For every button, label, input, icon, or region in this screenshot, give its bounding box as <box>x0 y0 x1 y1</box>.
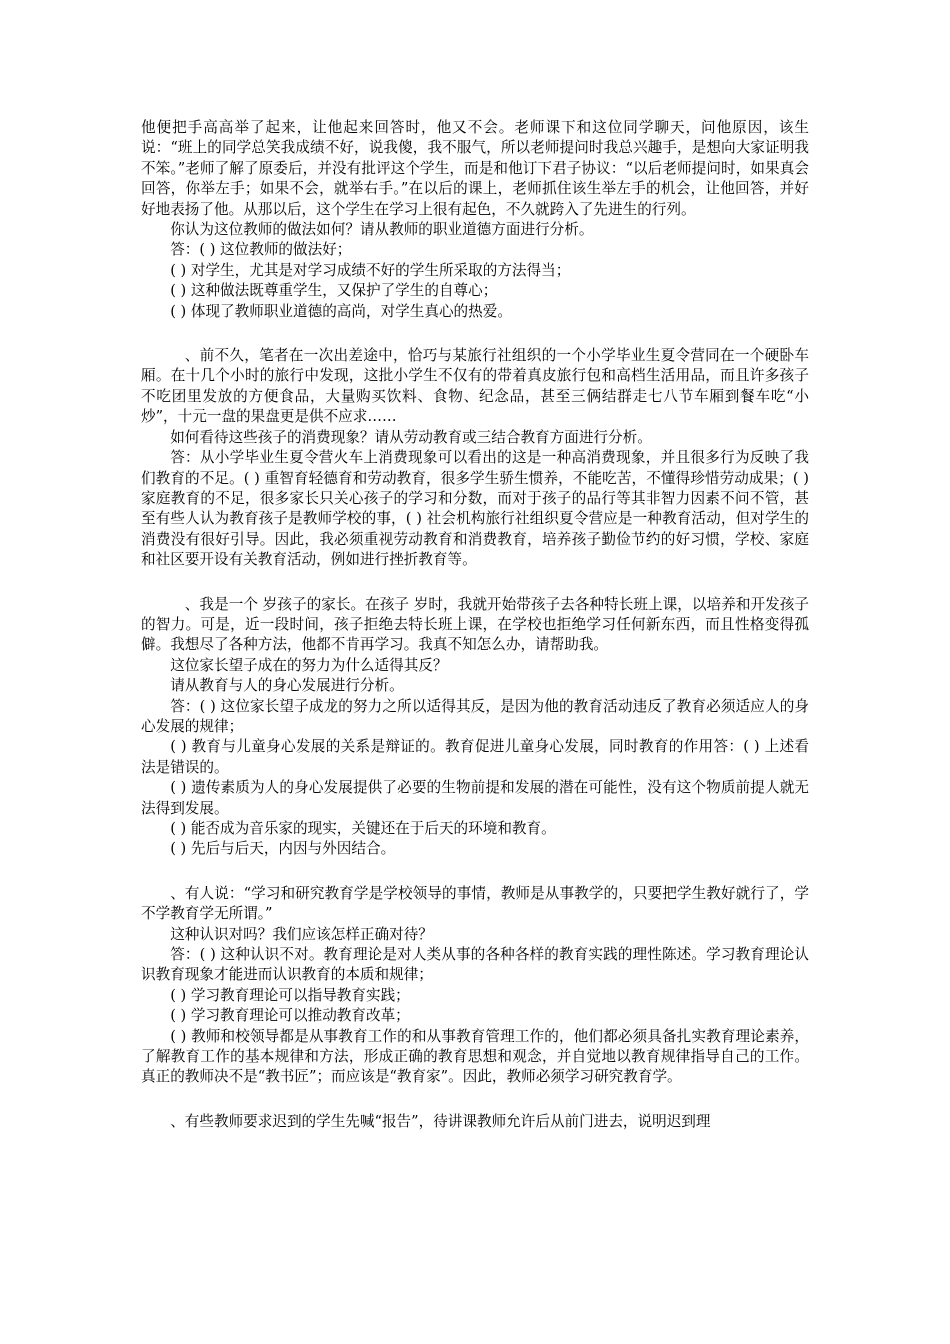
paragraph: ( ) 体现了教师职业道德的高尚，对学生真心的热爱。 <box>170 302 512 320</box>
paragraph: 答：( ) 这种认识不对。教育理论是对人类从事的各种各样的教育实践的理性陈述。学习教育理论认识教育现象才能进而认识教育的本质和规律； <box>141 946 809 984</box>
paragraph: ( ) 教育与儿童身心发展的关系是辩证的。教育促进儿童身心发展，同时教育的作用答：( ) 上述看法是错误的。 <box>141 738 809 776</box>
paragraph: 你认为这位教师的做法如何？请从教师的职业道德方面进行分析。 <box>170 221 594 239</box>
document-section <box>141 118 809 322</box>
paragraph: 、前不久，笔者在一次出差途中，恰巧与某旅行社组织的一个小学毕业生夏令营同在一个硬卧车厢。在十几个小时的旅行中发现，这批小学生不仅有的带着真皮旅行包和高档生活用品，而且许多孩子不吃团里发放的方便食品，大量购买饮料、食物、纪念品，甚至三俩结群走七八节车厢到餐车吃“小炒”，十元一盘的果盘更是供不应求…… <box>141 347 809 426</box>
paragraph: 、有些教师要求迟到的学生先喊“报告”，待讲课教师允许后从前门进去，说明迟到理 <box>170 1112 711 1130</box>
paragraph: ( ) 对学生，尤其是对学习成绩不好的学生所采取的方法得当； <box>170 261 571 279</box>
document-page <box>141 118 809 1132</box>
paragraph: 、我是一个 岁孩子的家长。在孩子 岁时，我就开始带孩子去各种特长班上课，以培养和开发孩子的智力。可是，近一段时间，孩子拒绝去特长班上课，在学校也拒绝学习任何新东西，而且性格变得孤僻。我想尽了各种方法，他都不肯再学习。我真不知怎么办，请帮助我。 <box>141 595 809 654</box>
section-gap <box>141 860 809 884</box>
paragraph: 如何看待这些孩子的消费现象？请从劳动教育或三结合教育方面进行分析。 <box>170 428 652 446</box>
paragraph: 答：( ) 这位家长望子成龙的努力之所以适得其反，是因为他的教育活动违反了教育必须适应人的身心发展的规律； <box>141 697 809 735</box>
document-section <box>141 346 809 570</box>
paragraph: 答：从小学毕业生夏令营火车上消费现象可以看出的这是一种高消费现象，并且很多行为反映了我们教育的不足。( ) 重智育轻德育和劳动教育，很多学生骄生惯养，不能吃苦，不懂得珍惜劳动成果；( ) 家庭教育的不足，很多家长只关心孩子的学习和分数，而对于孩子的品行等其非智力因素不问不管，甚至有些人认为教育孩子是教师学校的事，( ) 社会机构旅行社组织夏令营应是一种教育活动，但对学生的消费没有很好引导。因此，我必须重视劳动教育和消费教育，培养孩子勤俭节约的好习惯，学校、家庭和社区要开设有关教育活动，例如进行挫折教育等。 <box>141 449 809 569</box>
section-gap <box>141 1088 809 1112</box>
paragraph: ( ) 能否成为音乐家的现实，关键还在于后天的环境和教育。 <box>170 820 556 837</box>
section-gap <box>141 571 809 595</box>
paragraph: ( ) 教师和校领导都是从事教育工作的和从事教育管理工作的，他们都必须具备扎实教育理论素养，了解教育工作的基本规律和方法，形成正确的教育思想和观念，并自觉地以教育规律指导自己的工作。真正的教师决不是“教书匠”；而应该是“教育家”。因此，教师必须学习研究教育学。 <box>141 1027 809 1086</box>
section-gap <box>141 322 809 346</box>
document-section <box>141 884 809 1088</box>
paragraph: ( ) 遗传素质为人的身心发展提供了必要的生物前提和发展的潜在可能性，没有这个物质前提人就无法得到发展。 <box>141 779 809 817</box>
paragraph: ( ) 学习教育理论可以指导教育实践； <box>170 986 410 1004</box>
paragraph: 、有人说：“学习和研究教育学是学校领导的事情，教师是从事教学的，只要把学生教好就行了，学不学教育学无所谓。” <box>141 884 809 923</box>
paragraph: ( ) 这种做法既尊重学生，又保护了学生的自尊心； <box>170 282 498 300</box>
paragraph: ( ) 先后与后天，内因与外因结合。 <box>170 840 396 858</box>
paragraph: 请从教育与人的身心发展进行分析。 <box>170 677 404 695</box>
document-section <box>141 1112 809 1132</box>
paragraph: 他便把手高高举了起来，让他起来回答时，他又不会。老师课下和这位同学聊天，问他原因，该生说：“班上的同学总笑我成绩不好，说我傻，我不服气，所以老师提问时我总兴趣手，是想向大家证明我不笨。”老师了解了原委后，并没有批评这个学生，而是和他订下君子协议：“以后老师提问时，如果真会回答，你举左手；如果不会，就举右手。”在以后的课上，老师抓住该生举左手的机会，让他回答，并好好地表扬了他。从那以后，这个学生在学习上很有起色，不久就跨入了先进生的行列。 <box>141 119 809 218</box>
paragraph: ( ) 学习教育理论可以推动教育改革； <box>170 1007 410 1025</box>
paragraph: 答：( ) 这位教师的做法好； <box>170 241 352 259</box>
paragraph: 这位家长望子成在的努力为什么适得其反？ <box>170 656 448 674</box>
document-section <box>141 595 809 860</box>
paragraph: 这种认识对吗？我们应该怎样正确对待？ <box>170 925 433 943</box>
